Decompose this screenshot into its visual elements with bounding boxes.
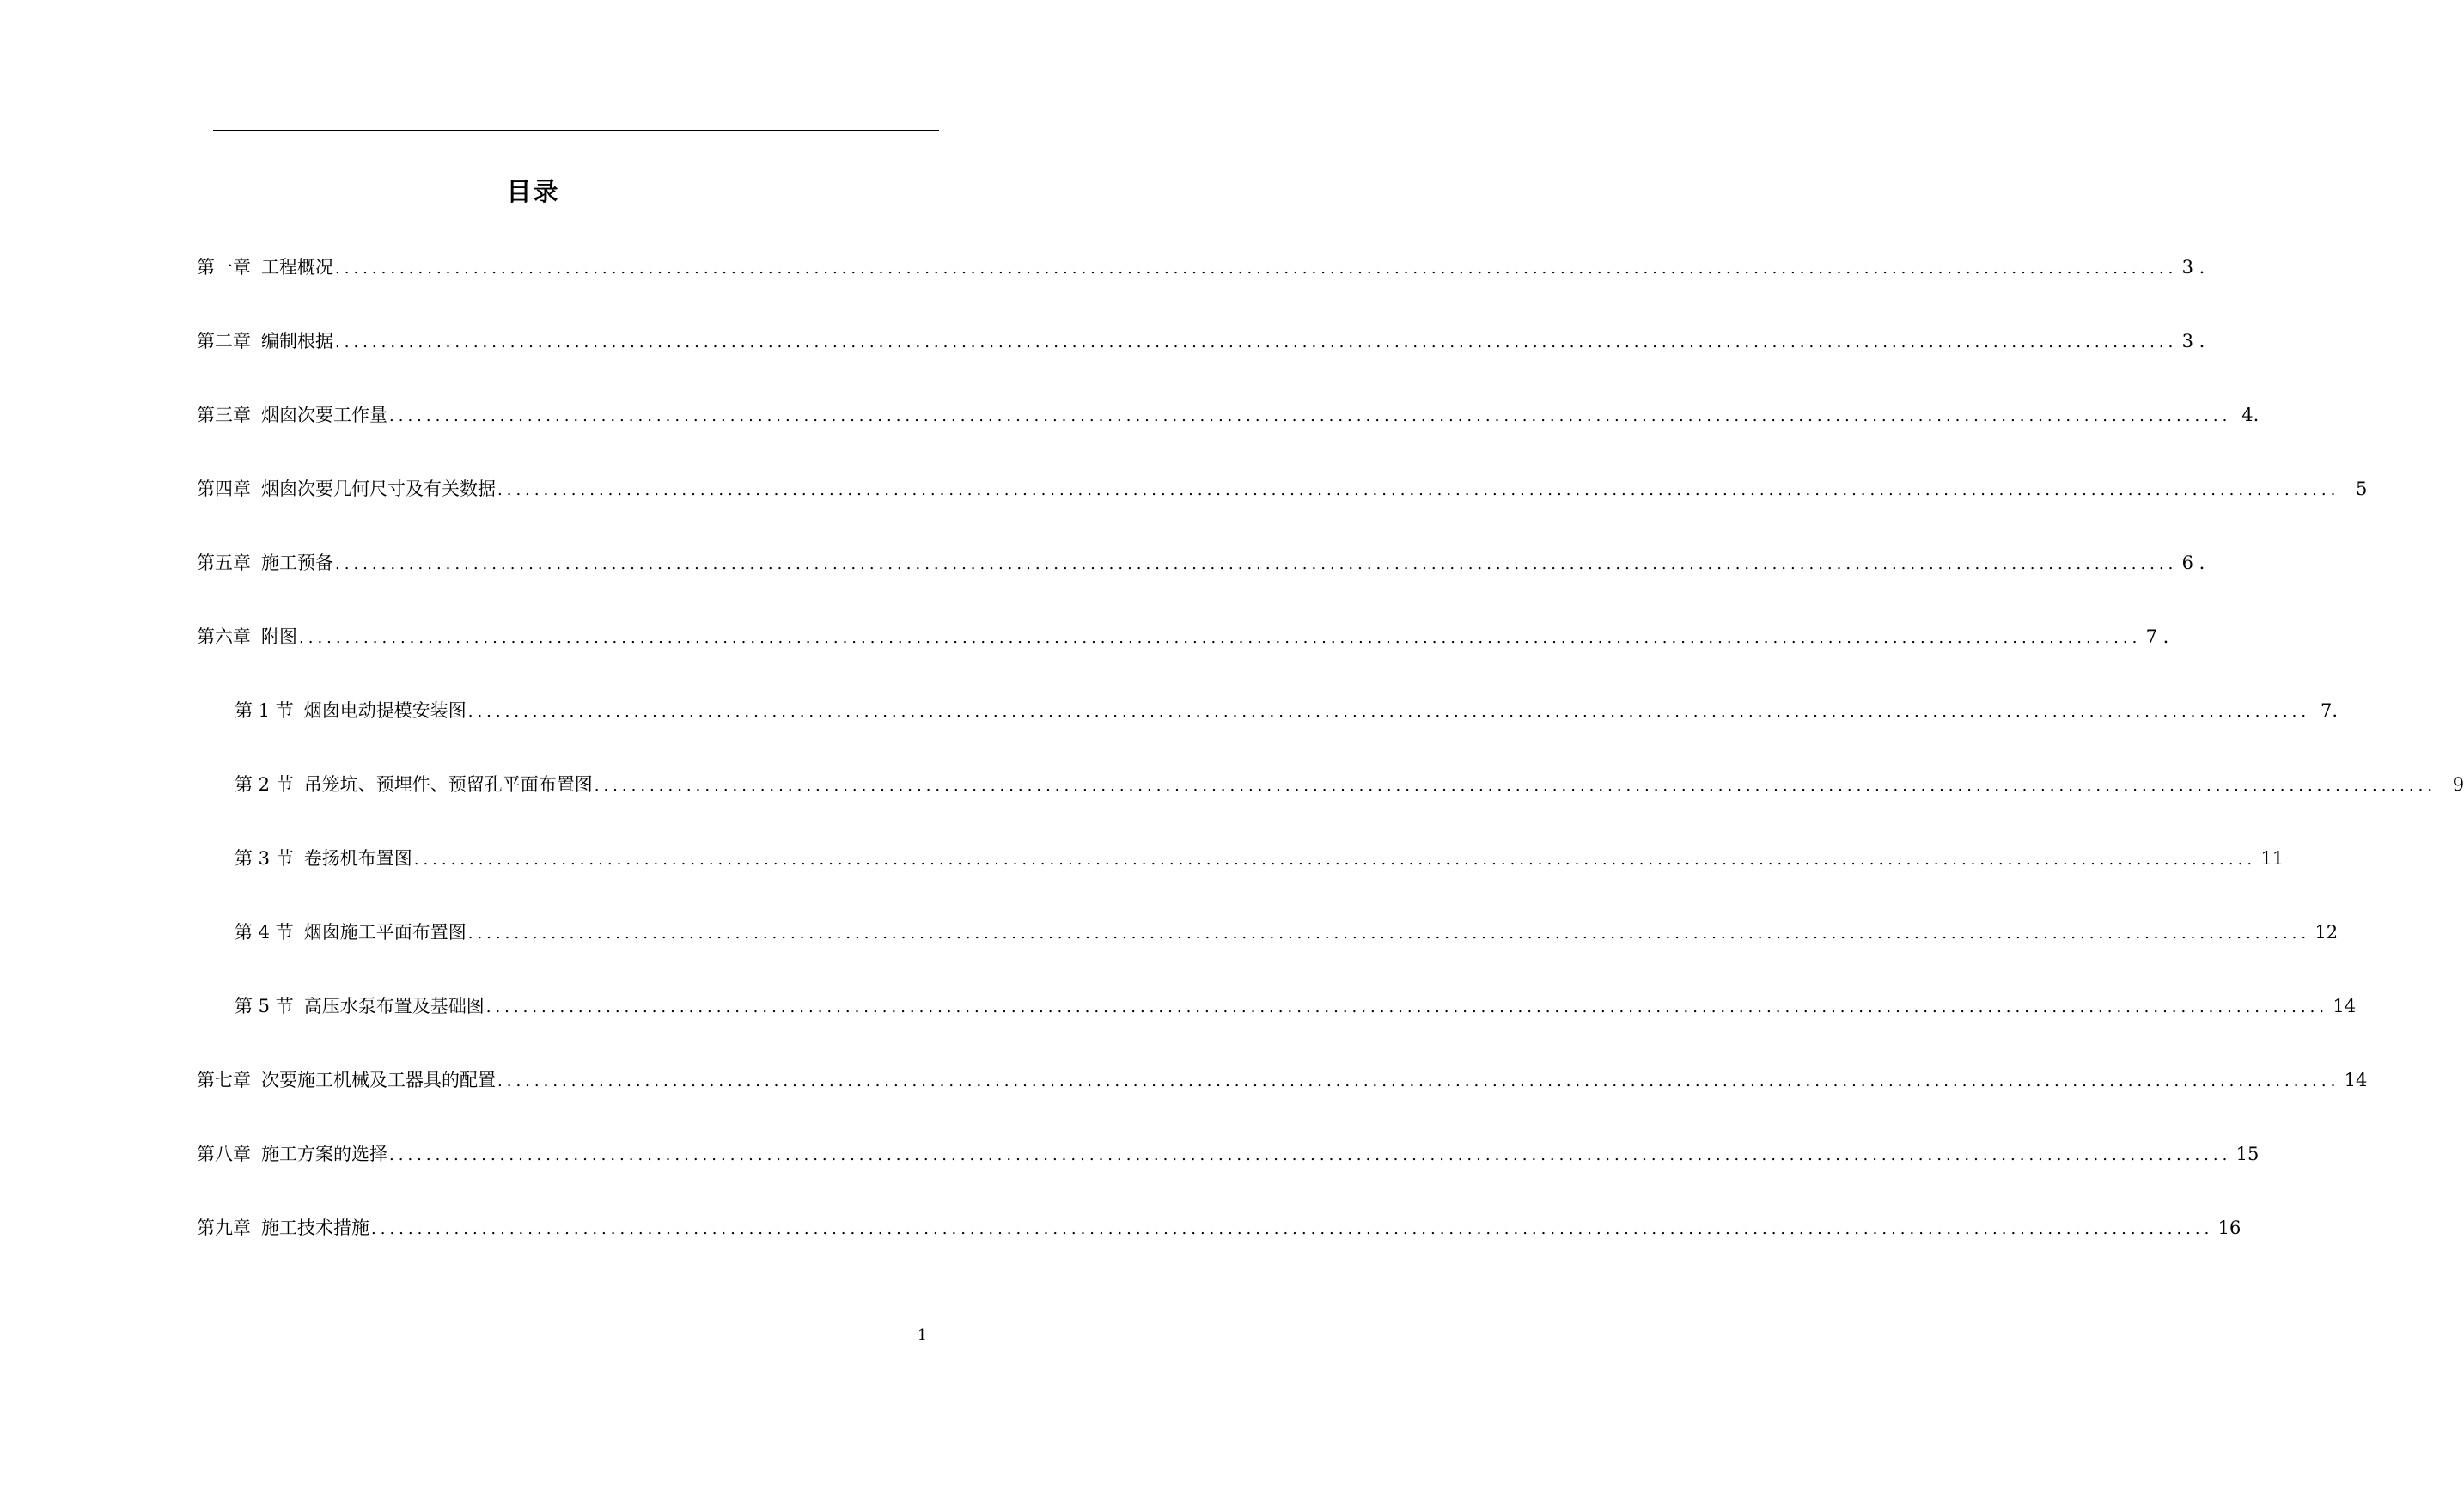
toc-dot-leader: ........................................................................................................................................................................................................: [371, 1220, 2214, 1238]
toc-entry-number: 第 4 节: [235, 922, 294, 943]
toc-entry-title: 施工技术措施: [261, 1218, 369, 1238]
toc-entry-title: 工程概况: [261, 257, 333, 278]
toc-entry[interactable]: [197, 624, 2169, 651]
toc-entry-number: 第六章: [197, 626, 251, 647]
toc-entry-title: 烟囱次要几何尺寸及有关数据: [261, 479, 496, 499]
toc-entry-title: 卷扬机布置图: [303, 848, 412, 869]
toc-entry-number: 第三章: [197, 405, 251, 425]
toc-dot-leader: ........................................................................................................................................................................................................: [467, 925, 2311, 943]
toc-entry-number: 第七章: [197, 1070, 251, 1090]
toc-entry-page: 5: [2355, 479, 2368, 499]
toc-dot-leader: ........................................................................................................................................................................................................: [335, 555, 2178, 573]
toc-entry-number: 第 3 节: [235, 848, 294, 869]
toc-dot-leader: ........................................................................................................................................................................................................: [467, 703, 2311, 721]
toc-dot-leader: ........................................................................................................................................................................................................: [389, 1146, 2232, 1164]
toc-entry-number: 第九章: [197, 1218, 251, 1238]
toc-entry-number: 第 2 节: [235, 774, 294, 795]
toc-dot-leader: ........................................................................................................................................................................................................: [389, 407, 2232, 425]
page-title: 目录: [506, 177, 560, 206]
toc-entry[interactable]: [197, 254, 2205, 282]
toc-dot-leader: ........................................................................................................................................................................................................: [497, 1072, 2340, 1090]
toc-entry[interactable]: [197, 328, 2205, 356]
toc-entry-title: 次要施工机械及工器具的配置: [261, 1070, 496, 1090]
toc-entry-title: 施工方案的选择: [261, 1144, 387, 1164]
toc-dot-leader: ........................................................................................................................................................................................................: [594, 777, 2437, 795]
toc-dot-leader: ........................................................................................................................................................................................................: [497, 481, 2340, 499]
toc-entry-number: 第二章: [197, 331, 251, 351]
toc-entry[interactable]: [197, 402, 2260, 430]
toc-entry-page: 6 .: [2181, 553, 2205, 573]
toc-entry-page: 12: [2315, 922, 2339, 943]
toc-entry-number: 第一章: [197, 257, 251, 278]
toc-dot-leader: ........................................................................................................................................................................................................: [335, 333, 2178, 351]
toc-entry[interactable]: [197, 1141, 2260, 1169]
toc-entry-page: 4.: [2241, 405, 2260, 425]
toc-entry[interactable]: [197, 550, 2205, 577]
page-number: 1: [918, 1327, 927, 1344]
toc-entry-number: 第 5 节: [235, 996, 294, 1017]
toc-entry[interactable]: [235, 772, 2464, 799]
toc-entry-page: 14: [2333, 996, 2357, 1017]
toc-dot-leader: ........................................................................................................................................................................................................: [413, 851, 2257, 869]
toc-entry-title: 烟囱电动提模安装图: [303, 700, 467, 721]
toc-entry-number: 第四章: [197, 479, 251, 499]
toc-entry-page: 7 .: [2145, 626, 2169, 647]
toc-entry-page: 11: [2260, 848, 2284, 869]
toc-entry-title: 附图: [261, 626, 297, 647]
toc-entry[interactable]: [235, 919, 2339, 947]
toc-entry-number: 第八章: [197, 1144, 251, 1164]
toc-entry[interactable]: [197, 1215, 2241, 1242]
toc-entry[interactable]: [235, 846, 2284, 873]
toc-entry-title: 施工预备: [261, 553, 333, 573]
toc-entry-number: 第五章: [197, 553, 251, 573]
toc-entry-page: 15: [2235, 1144, 2260, 1164]
toc-entry[interactable]: [235, 993, 2357, 1021]
toc-entry-title: 烟囱次要工作量: [261, 405, 387, 425]
toc-entry-title: 编制根据: [261, 331, 333, 351]
toc-entry[interactable]: [197, 1067, 2368, 1095]
toc-entry[interactable]: [197, 476, 2368, 504]
toc-entry-page: 7.: [2321, 700, 2339, 721]
toc-entry-title: 烟囱施工平面布置图: [303, 922, 467, 943]
toc-entry-page: 16: [2217, 1218, 2241, 1238]
toc-entry-number: 第 1 节: [235, 700, 294, 721]
toc-entry[interactable]: [235, 698, 2339, 725]
toc-entry-page: 9: [2452, 774, 2464, 795]
toc-dot-leader: ........................................................................................................................................................................................................: [485, 998, 2329, 1017]
toc-entry-page: 3 .: [2181, 331, 2205, 351]
toc-dot-leader: ........................................................................................................................................................................................................: [335, 259, 2178, 278]
toc-entry-page: 3 .: [2181, 257, 2205, 278]
toc-entry-title: 高压水泵布置及基础图: [303, 996, 485, 1017]
toc-entry-title: 吊笼坑、预埋件、预留孔平面布置图: [303, 774, 593, 795]
toc-dot-leader: ........................................................................................................................................................................................................: [299, 629, 2142, 647]
toc-entry-page: 14: [2344, 1070, 2368, 1090]
